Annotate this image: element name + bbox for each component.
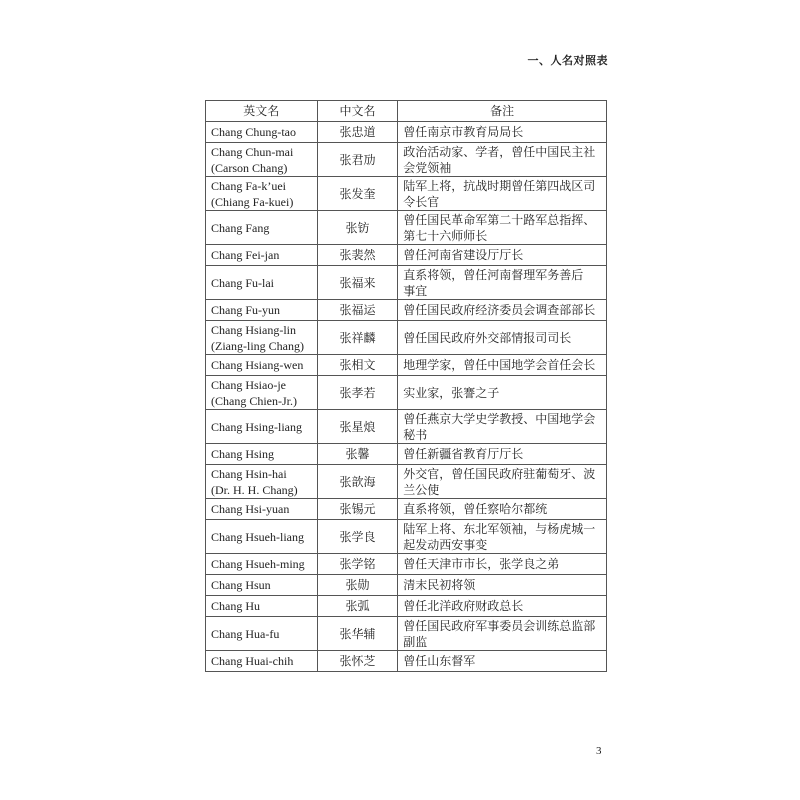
chinese-name-cell: 张锡元 <box>317 499 398 520</box>
remarks-cell <box>398 321 607 355</box>
remarks-line: 秘书 <box>403 427 428 442</box>
chinese-name-cell: 张星烺 <box>317 410 398 444</box>
column-header-english-name: 英文名 <box>206 101 318 122</box>
table-row <box>206 617 607 651</box>
remarks-line: 清末民初将领 <box>403 578 476 592</box>
english-name-line: Chang Fu-lai <box>211 275 274 290</box>
remarks-cell <box>398 300 607 321</box>
english-name-line: Chang Hsiang-lin <box>211 322 296 337</box>
page-number: 3 <box>596 745 602 757</box>
table-row <box>206 444 607 465</box>
remarks-line: 政治活动家、学者，曾任中国民主社 <box>403 144 596 159</box>
english-name-cell <box>206 499 318 520</box>
table-row <box>206 321 607 355</box>
english-name-line: (Dr. H. H. Chang) <box>211 482 298 497</box>
column-header-remarks: 备注 <box>398 101 607 122</box>
remarks-cell <box>398 617 607 651</box>
remarks-line: 令长官 <box>403 194 440 209</box>
remarks-cell <box>398 596 607 617</box>
remarks-line: 副监 <box>403 634 428 649</box>
english-name-line: Chang Fang <box>211 220 270 235</box>
table-row <box>206 266 607 300</box>
remarks-cell <box>398 355 607 376</box>
english-name-cell <box>206 410 318 444</box>
table-row <box>206 499 607 520</box>
chinese-name-cell: 张君劢 <box>317 143 398 177</box>
table-body <box>206 122 607 672</box>
chinese-name-cell: 张怀芝 <box>317 651 398 672</box>
english-name-cell <box>206 575 318 596</box>
table-row <box>206 245 607 266</box>
chinese-name-cell: 张祥麟 <box>317 321 398 355</box>
chinese-name-cell: 张忠道 <box>317 122 398 143</box>
english-name-cell <box>206 245 318 266</box>
remarks-cell <box>398 651 607 672</box>
english-name-line: Chang Hsueh-ming <box>211 557 305 571</box>
table-row <box>206 300 607 321</box>
table-row <box>206 376 607 410</box>
english-name-line: Chang Hua-fu <box>211 626 280 641</box>
english-name-cell <box>206 355 318 376</box>
remarks-line: 直系将领，曾任察哈尔都统 <box>403 502 548 516</box>
english-name-cell <box>206 617 318 651</box>
remarks-line: 起发动西安事变 <box>403 537 488 552</box>
remarks-line: 实业家，张謇之子 <box>403 385 500 400</box>
remarks-cell <box>398 575 607 596</box>
table-row <box>206 355 607 376</box>
remarks-line: 曾任燕京大学史学教授、中国地学会 <box>403 411 596 426</box>
english-name-line: Chang Hu <box>211 599 260 613</box>
remarks-line: 会党领袖 <box>403 160 452 175</box>
english-name-line: Chang Hsiao-je <box>211 377 286 392</box>
english-name-line: Chang Hsi-yuan <box>211 502 290 516</box>
remarks-line: 曾任河南省建设厅厅长 <box>403 248 524 262</box>
english-name-line: Chang Fa-k’uei <box>211 178 286 193</box>
english-name-line: (Chiang Fa-kuei) <box>211 194 294 209</box>
english-name-cell <box>206 554 318 575</box>
remarks-line: 外交官，曾任国民政府驻葡萄牙、波 <box>403 466 596 481</box>
english-name-cell <box>206 465 318 499</box>
english-name-line: Chang Hsueh-liang <box>211 529 304 544</box>
table-row <box>206 651 607 672</box>
chinese-name-cell: 张福运 <box>317 300 398 321</box>
name-table <box>205 100 607 672</box>
remarks-cell <box>398 122 607 143</box>
remarks-cell <box>398 554 607 575</box>
remarks-line: 陆军上将，抗战时期曾任第四战区司 <box>403 178 596 193</box>
english-name-line: Chang Hsiang-wen <box>211 358 304 372</box>
remarks-cell <box>398 410 607 444</box>
remarks-line: 曾任新疆省教育厅厅长 <box>403 447 524 461</box>
english-name-cell <box>206 122 318 143</box>
table-row <box>206 177 607 211</box>
chinese-name-cell: 张钫 <box>317 211 398 245</box>
english-name-cell <box>206 266 318 300</box>
remarks-cell <box>398 465 607 499</box>
remarks-line: 曾任国民政府经济委员会调查部部长 <box>403 303 596 317</box>
remarks-cell <box>398 499 607 520</box>
remarks-line: 地理学家，曾任中国地学会首任会长 <box>403 358 596 372</box>
remarks-cell <box>398 245 607 266</box>
remarks-cell <box>398 520 607 554</box>
english-name-cell <box>206 520 318 554</box>
remarks-cell <box>398 266 607 300</box>
english-name-line: (Ziang-ling Chang) <box>211 338 304 353</box>
table-row <box>206 465 607 499</box>
remarks-line: 直系将领，曾任河南督理军务善后 <box>403 267 584 282</box>
remarks-line: 事宜 <box>403 283 428 298</box>
remarks-cell <box>398 444 607 465</box>
english-name-cell <box>206 300 318 321</box>
english-name-cell <box>206 321 318 355</box>
remarks-line: 第七十六师师长 <box>403 228 488 243</box>
english-name-line: Chang Hsun <box>211 578 271 592</box>
remarks-line: 曾任南京市教育局局长 <box>403 125 524 139</box>
remarks-line: 曾任国民政府军事委员会训练总监部 <box>403 618 596 633</box>
remarks-cell <box>398 211 607 245</box>
english-name-cell <box>206 376 318 410</box>
remarks-line: 曾任天津市市长，张学良之弟 <box>403 557 560 571</box>
table-row <box>206 211 607 245</box>
remarks-cell <box>398 376 607 410</box>
english-name-line: Chang Chung-tao <box>211 125 296 139</box>
chinese-name-cell: 张裴然 <box>317 245 398 266</box>
english-name-line: Chang Hsing-liang <box>211 419 302 434</box>
remarks-line: 曾任国民政府外交部情报司司长 <box>403 330 572 345</box>
remarks-cell <box>398 177 607 211</box>
chinese-name-cell: 张学良 <box>317 520 398 554</box>
english-name-cell <box>206 211 318 245</box>
remarks-line: 曾任国民革命军第二十路军总指挥、 <box>403 212 596 227</box>
chinese-name-cell: 张勋 <box>317 575 398 596</box>
table-row <box>206 554 607 575</box>
table-row <box>206 410 607 444</box>
table-row <box>206 520 607 554</box>
english-name-cell <box>206 651 318 672</box>
table-row <box>206 122 607 143</box>
english-name-cell <box>206 596 318 617</box>
english-name-line: Chang Fu-yun <box>211 303 280 317</box>
english-name-cell <box>206 177 318 211</box>
table-row <box>206 596 607 617</box>
chinese-name-cell: 张学铭 <box>317 554 398 575</box>
english-name-line: Chang Chun-mai <box>211 144 294 159</box>
chinese-name-cell: 张相文 <box>317 355 398 376</box>
english-name-line: (Carson Chang) <box>211 160 288 175</box>
table-row <box>206 575 607 596</box>
english-name-cell <box>206 444 318 465</box>
chinese-name-cell: 张华辅 <box>317 617 398 651</box>
english-name-line: Chang Hsing <box>211 447 274 461</box>
chinese-name-cell: 张孝若 <box>317 376 398 410</box>
remarks-line: 曾任北洋政府财政总长 <box>403 599 524 613</box>
chinese-name-cell: 张弧 <box>317 596 398 617</box>
table-header-row <box>206 101 607 122</box>
chinese-name-cell: 张馨 <box>317 444 398 465</box>
english-name-cell <box>206 143 318 177</box>
english-name-line: Chang Hsin-hai <box>211 466 287 481</box>
chinese-name-cell: 张歆海 <box>317 465 398 499</box>
table-row <box>206 143 607 177</box>
remarks-cell <box>398 143 607 177</box>
running-header: 一、人名对照表 <box>527 54 608 67</box>
english-name-line: (Chang Chien-Jr.) <box>211 393 297 408</box>
chinese-name-cell: 张发奎 <box>317 177 398 211</box>
column-header-chinese-name: 中文名 <box>317 101 398 122</box>
remarks-line: 曾任山东督军 <box>403 654 476 668</box>
chinese-name-cell: 张福来 <box>317 266 398 300</box>
remarks-line: 陆军上将、东北军领袖，与杨虎城一 <box>403 521 596 536</box>
remarks-line: 兰公使 <box>403 482 440 497</box>
english-name-line: Chang Huai-chih <box>211 654 294 668</box>
english-name-line: Chang Fei-jan <box>211 248 280 262</box>
